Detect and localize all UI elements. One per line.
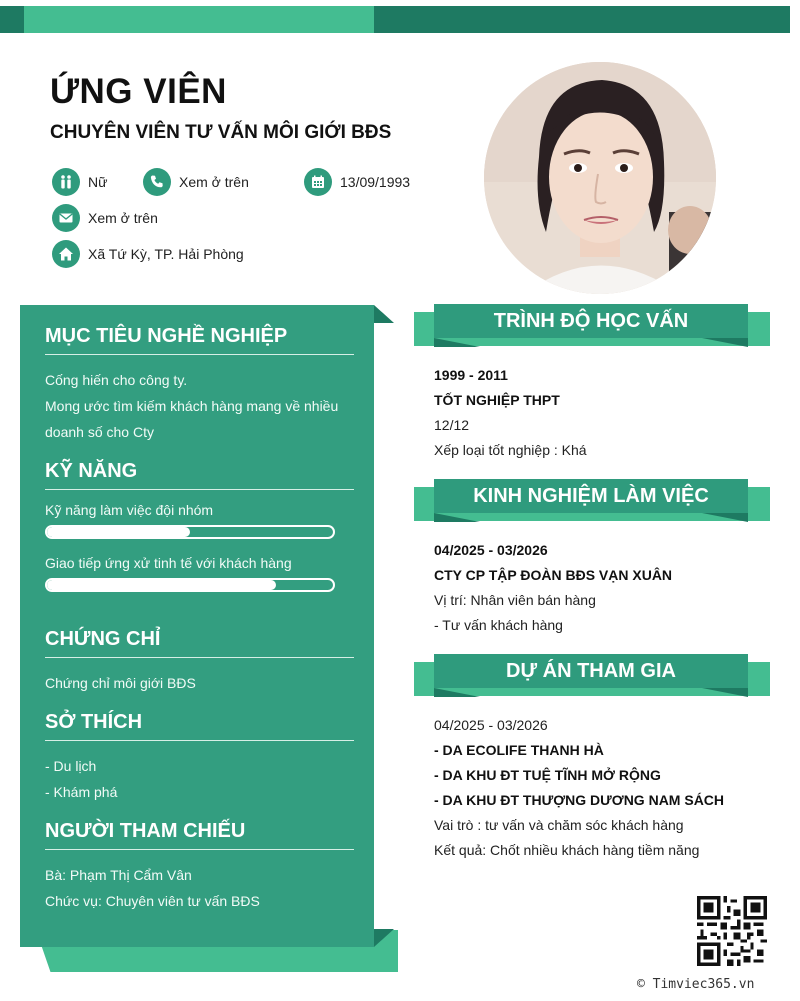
- calendar-icon: [304, 168, 332, 196]
- objective-line: Mong ước tìm kiếm khách hàng mang về nhiều: [45, 398, 339, 414]
- email-value: Xem ở trên: [88, 210, 158, 226]
- skill-label: Giao tiếp ứng xử tinh tế với khách hàng: [45, 555, 292, 571]
- address-value: Xã Tứ Kỳ, TP. Hải Phòng: [88, 246, 244, 262]
- projects-block: [434, 713, 724, 863]
- reference-line: Chức vụ: Chuyên viên tư vấn BĐS: [45, 893, 260, 909]
- education-detail: Xếp loại tốt nghiệp : Khá: [434, 442, 587, 458]
- education-block: [434, 363, 587, 463]
- skills-section: [45, 460, 354, 608]
- skill-bar: [45, 525, 335, 539]
- info-gender: [52, 168, 107, 196]
- gender-value: Nữ: [88, 174, 108, 190]
- experience-position: Vị trí: Nhân viên bán hàng: [434, 592, 596, 608]
- left-column-fold-top: [374, 305, 394, 323]
- birthday-value: 13/09/1993: [340, 174, 411, 190]
- education-period: 1999 - 2011: [434, 367, 508, 383]
- experience-ribbon: [414, 479, 770, 525]
- skills-title: KỸ NĂNG: [45, 460, 354, 490]
- experience-block: [434, 538, 672, 638]
- projects-result: Kết quả: Chốt nhiều khách hàng tiềm năng: [434, 842, 700, 858]
- left-column: [20, 305, 374, 947]
- education-school: TỐT NGHIỆP THPT: [434, 392, 560, 408]
- copyright: © Timviec365.vn: [637, 977, 755, 992]
- experience-company: CTY CP TẬP ĐOÀN BĐS VẠN XUÂN: [434, 567, 673, 583]
- hobbies-title: SỞ THÍCH: [45, 711, 354, 741]
- phone-icon: [143, 168, 171, 196]
- experience-title: KINH NGHIỆM LÀM VIỆC: [434, 479, 748, 513]
- candidate-name: ỨNG VIÊN: [50, 72, 227, 111]
- job-title: CHUYÊN VIÊN TƯ VẤN MÔI GIỚI BĐS: [50, 122, 392, 143]
- objective-line: Cống hiến cho công ty.: [45, 372, 188, 388]
- project-item: - DA ECOLIFE THANH HÀ: [434, 742, 604, 758]
- info-address: [52, 240, 244, 268]
- gender-icon: [52, 168, 80, 196]
- hobby-line: - Khám phá: [45, 784, 118, 800]
- education-title: TRÌNH ĐỘ HỌC VẤN: [434, 304, 748, 338]
- experience-period: 04/2025 - 03/2026: [434, 542, 548, 558]
- certificates-title: CHỨNG CHỈ: [45, 628, 354, 658]
- objective-line: doanh số cho Cty: [45, 424, 154, 440]
- education-ribbon: [414, 304, 770, 350]
- envelope-icon: [52, 204, 80, 232]
- projects-title: DỰ ÁN THAM GIA: [434, 654, 748, 688]
- home-icon: [52, 240, 80, 268]
- references-section: [45, 820, 354, 914]
- top-bar-accent: [24, 6, 374, 33]
- hobby-line: - Du lịch: [45, 758, 97, 774]
- projects-ribbon: [414, 654, 770, 700]
- skill-fill: [47, 527, 190, 537]
- skill-bar: [45, 578, 335, 592]
- info-birthday: [304, 168, 410, 196]
- skill-fill: [47, 580, 276, 590]
- project-item: - DA KHU ĐT TUỆ TĨNH MỞ RỘNG: [434, 767, 661, 783]
- projects-role: Vai trò : tư vấn và chăm sóc khách hàng: [434, 817, 684, 833]
- education-detail: 12/12: [434, 417, 470, 433]
- objective-title: MỤC TIÊU NGHỀ NGHIỆP: [45, 325, 354, 355]
- phone-value: Xem ở trên: [179, 174, 249, 190]
- projects-period: 04/2025 - 03/2026: [434, 717, 548, 733]
- certificates-section: [45, 628, 354, 696]
- reference-line: Bà: Phạm Thị Cẩm Vân: [45, 867, 192, 883]
- info-phone: [143, 168, 249, 196]
- avatar: [484, 62, 716, 294]
- info-email: [52, 204, 158, 232]
- certificate-line: Chứng chỉ môi giới BĐS: [45, 675, 196, 691]
- hobbies-section: [45, 711, 354, 805]
- experience-duty: - Tư vấn khách hàng: [434, 617, 563, 633]
- skill-label: Kỹ năng làm việc đội nhóm: [45, 502, 214, 518]
- qr-code[interactable]: [697, 896, 767, 966]
- references-title: NGƯỜI THAM CHIẾU: [45, 820, 354, 850]
- objective-section: [45, 325, 354, 445]
- project-item: - DA KHU ĐT THƯỢNG DƯƠNG NAM SÁCH: [434, 792, 725, 808]
